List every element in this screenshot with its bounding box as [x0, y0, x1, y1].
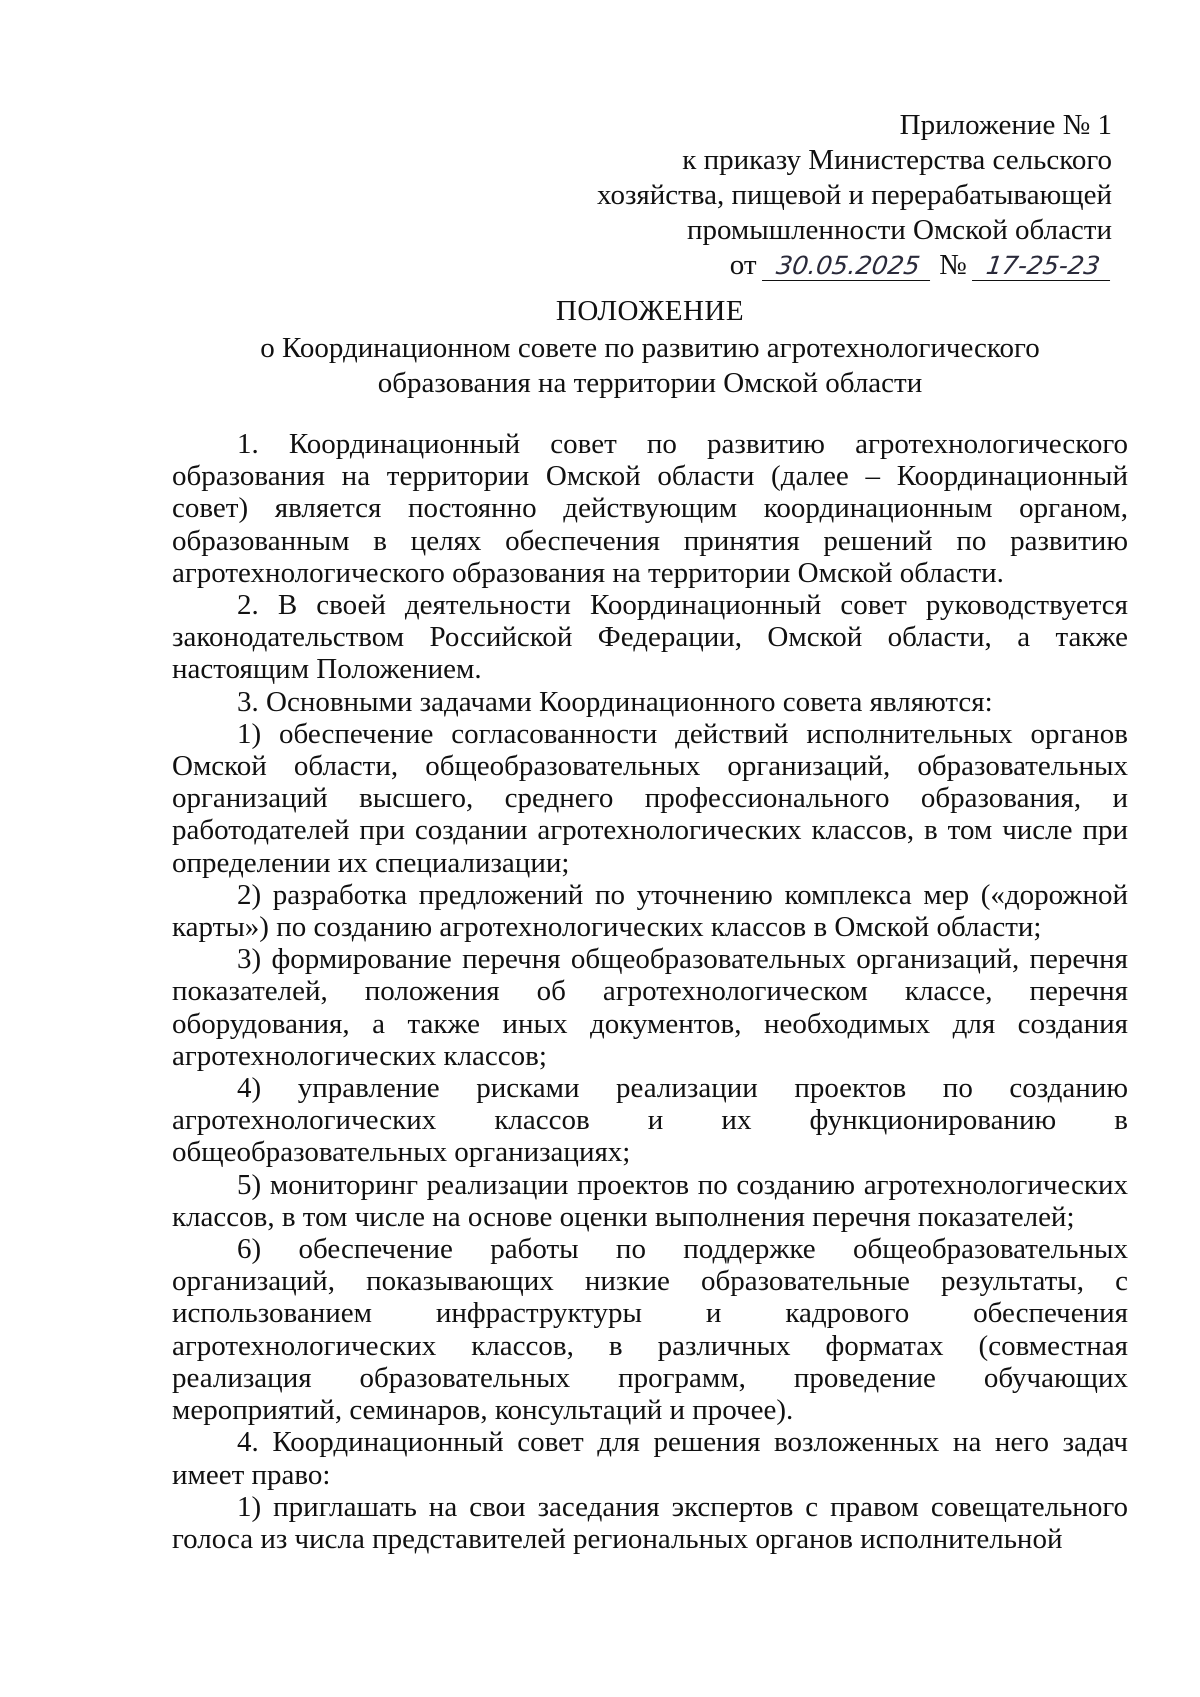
appendix-header	[597, 108, 1112, 283]
appendix-line-2: хозяйства, пищевой и перерабатывающей	[597, 179, 1112, 211]
date-prefix: от	[729, 249, 757, 281]
document-body	[172, 428, 1128, 1555]
number-prefix: №	[939, 249, 967, 281]
handwritten-number: 17-25-23	[972, 252, 1114, 281]
paragraph: 2. В своей деятельности Координационный совет руководствуется законодательством Российской Федерации, Омской области, а также настоящим Положением.	[172, 589, 1128, 686]
paragraph: 3) формирование перечня общеобразовательных организаций, перечня показателей, положения об агротехнологическом классе, перечня оборудования, а также иных документов, необходимых для создания агротехнологических классов;	[172, 943, 1128, 1072]
paragraph: 5) мониторинг реализации проектов по созданию агротехнологических классов, в том числе на основе оценки выполнения перечня показателей;	[172, 1168, 1128, 1233]
paragraph: 4. Координационный совет для решения возложенных на него задач имеет право:	[172, 1426, 1128, 1491]
document-subtitle-line-1: о Координационном совете по развитию агротехнологического	[260, 332, 1040, 364]
appendix-line-1: к приказу Министерства сельского	[682, 144, 1112, 176]
paragraph: 1) обеспечение согласованности действий исполнительных органов Омской области, общеобразовательных организаций, образовательных организаций высшего, среднего профессионального образования, и работодателей при создании агротехнологических классов, в том числе при определении их специализации;	[172, 717, 1128, 879]
paragraph: 1) приглашать на свои заседания экспертов с правом совещательного голоса из числа представителей региональных органов исполнительной	[172, 1490, 1128, 1555]
paragraph: 1. Координационный совет по развитию агротехнологического образования на территории Омской области (далее – Координационный совет) является постоянно действующим координационным органом, образованным в целях обеспечения принятия решений по развитию агротехнологического образования на территории Омской области.	[172, 428, 1128, 589]
document-title-block	[170, 294, 1130, 401]
document-subtitle-line-2: образования на территории Омской области	[377, 367, 923, 399]
handwritten-date: 30.05.2025	[762, 252, 934, 281]
document-heading: ПОЛОЖЕНИЕ	[555, 295, 745, 327]
paragraph: 4) управление рисками реализации проектов по созданию агротехнологических классов и их функционированию в общеобразовательных организациях;	[172, 1072, 1128, 1169]
appendix-line-3: промышленности Омской области	[686, 214, 1112, 246]
paragraph: 2) разработка предложений по уточнению комплекса мер («дорожной карты») по созданию агротехнологических классов в Омской области;	[172, 878, 1128, 944]
paragraph: 3. Основными задачами Координационного совета являются:	[237, 685, 993, 718]
appendix-date-line	[597, 248, 1112, 283]
appendix-title: Приложение № 1	[899, 109, 1112, 141]
paragraph: 6) обеспечение работы по поддержке общеобразовательных организаций, показывающих низкие образовательные результаты, с использованием инфраструктуры и кадрового обеспечения агротехнологических классов, в различных форматах (совместная реализация образовательных программ, проведение обучающих мероприятий, семинаров, консультаций и прочее).	[172, 1233, 1128, 1427]
